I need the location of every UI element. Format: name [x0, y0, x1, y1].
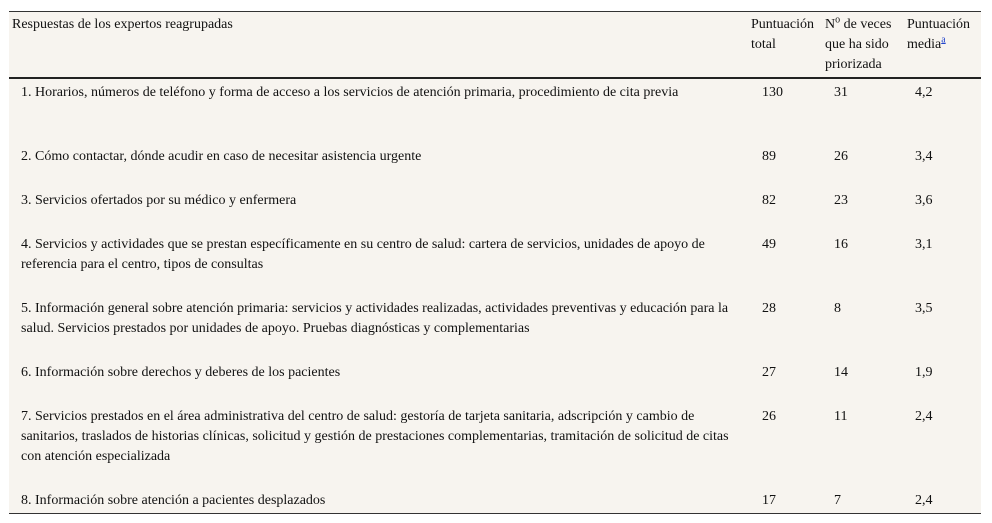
- footnote-link[interactable]: a: [941, 34, 946, 46]
- row-times: 16: [834, 237, 848, 252]
- row-times: 8: [834, 301, 841, 316]
- header-mean-label: Puntuación media: [907, 17, 970, 52]
- row-total: 27: [762, 365, 776, 380]
- row-description: 2. Cómo contactar, dónde acudir en caso de necesitar asistencia urgente: [21, 149, 422, 164]
- table-row: [9, 147, 981, 191]
- row-description: 6. Información sobre derechos y deberes de los pacientes: [21, 365, 341, 380]
- header-times-superscript: o: [835, 14, 841, 26]
- row-total: 49: [762, 237, 776, 252]
- row-mean: 3,5: [915, 301, 933, 316]
- row-total: 82: [762, 193, 776, 208]
- row-mean: 1,9: [915, 365, 933, 380]
- row-times: 14: [834, 365, 848, 380]
- header-times-prioritized: [825, 12, 907, 78]
- header-responses: Respuestas de los expertos reagrupadas: [9, 12, 751, 78]
- row-mean: 3,4: [915, 149, 933, 164]
- table-header-row: [9, 12, 981, 78]
- row-mean: 3,1: [915, 237, 933, 252]
- row-mean: 3,6: [915, 193, 933, 208]
- row-total: 130: [762, 85, 783, 100]
- table-row: [9, 299, 981, 363]
- row-description: 8. Información sobre atención a pacientes desplazados: [21, 493, 326, 508]
- row-mean: 4,2: [915, 85, 933, 100]
- row-times: 26: [834, 149, 848, 164]
- row-times: 11: [834, 409, 848, 424]
- header-total-score: Puntuación total: [751, 12, 825, 78]
- results-table: [9, 12, 981, 513]
- row-mean: 2,4: [915, 493, 933, 508]
- row-times: 23: [834, 193, 848, 208]
- row-total: 17: [762, 493, 776, 508]
- header-times-prefix: N: [825, 17, 836, 32]
- row-times: 7: [834, 493, 841, 508]
- row-description: 5. Información general sobre atención primaria: servicios y actividades realizadas, actividades preventivas y educación para la salud. Servicios prestados por unidades de apoyo. Pruebas diagnósticas y complementarias: [21, 301, 729, 336]
- row-total: 26: [762, 409, 776, 424]
- row-mean: 2,4: [915, 409, 933, 424]
- row-description: 3. Servicios ofertados por su médico y enfermera: [21, 193, 297, 208]
- table-row: [9, 491, 981, 513]
- row-description: 7. Servicios prestados en el área administrativa del centro de salud: gestoría de tarjeta sanitaria, adscripción y cambio de sanitarios, traslados de historias clínicas, solicitud y gestión de prestaciones complementarias, tramitación de solicitud de citas con atención especializada: [21, 409, 729, 464]
- row-total: 28: [762, 301, 776, 316]
- row-total: 89: [762, 149, 776, 164]
- row-description: 1. Horarios, números de teléfono y forma de acceso a los servicios de atención primaria, procedimiento de cita previa: [21, 85, 679, 100]
- header-mean-score: [907, 12, 981, 78]
- table-row: [9, 363, 981, 407]
- table-row: [9, 191, 981, 235]
- table-row: [9, 235, 981, 299]
- table-row: [9, 78, 981, 147]
- results-table-container: [9, 11, 981, 514]
- row-description: 4. Servicios y actividades que se prestan específicamente en su centro de salud: cartera de servicios, unidades de apoyo de referencia para el centro, tipos de consultas: [21, 237, 705, 272]
- header-times-rest: de veces que ha sido priorizada: [825, 17, 892, 72]
- row-times: 31: [834, 85, 848, 100]
- table-row: [9, 407, 981, 491]
